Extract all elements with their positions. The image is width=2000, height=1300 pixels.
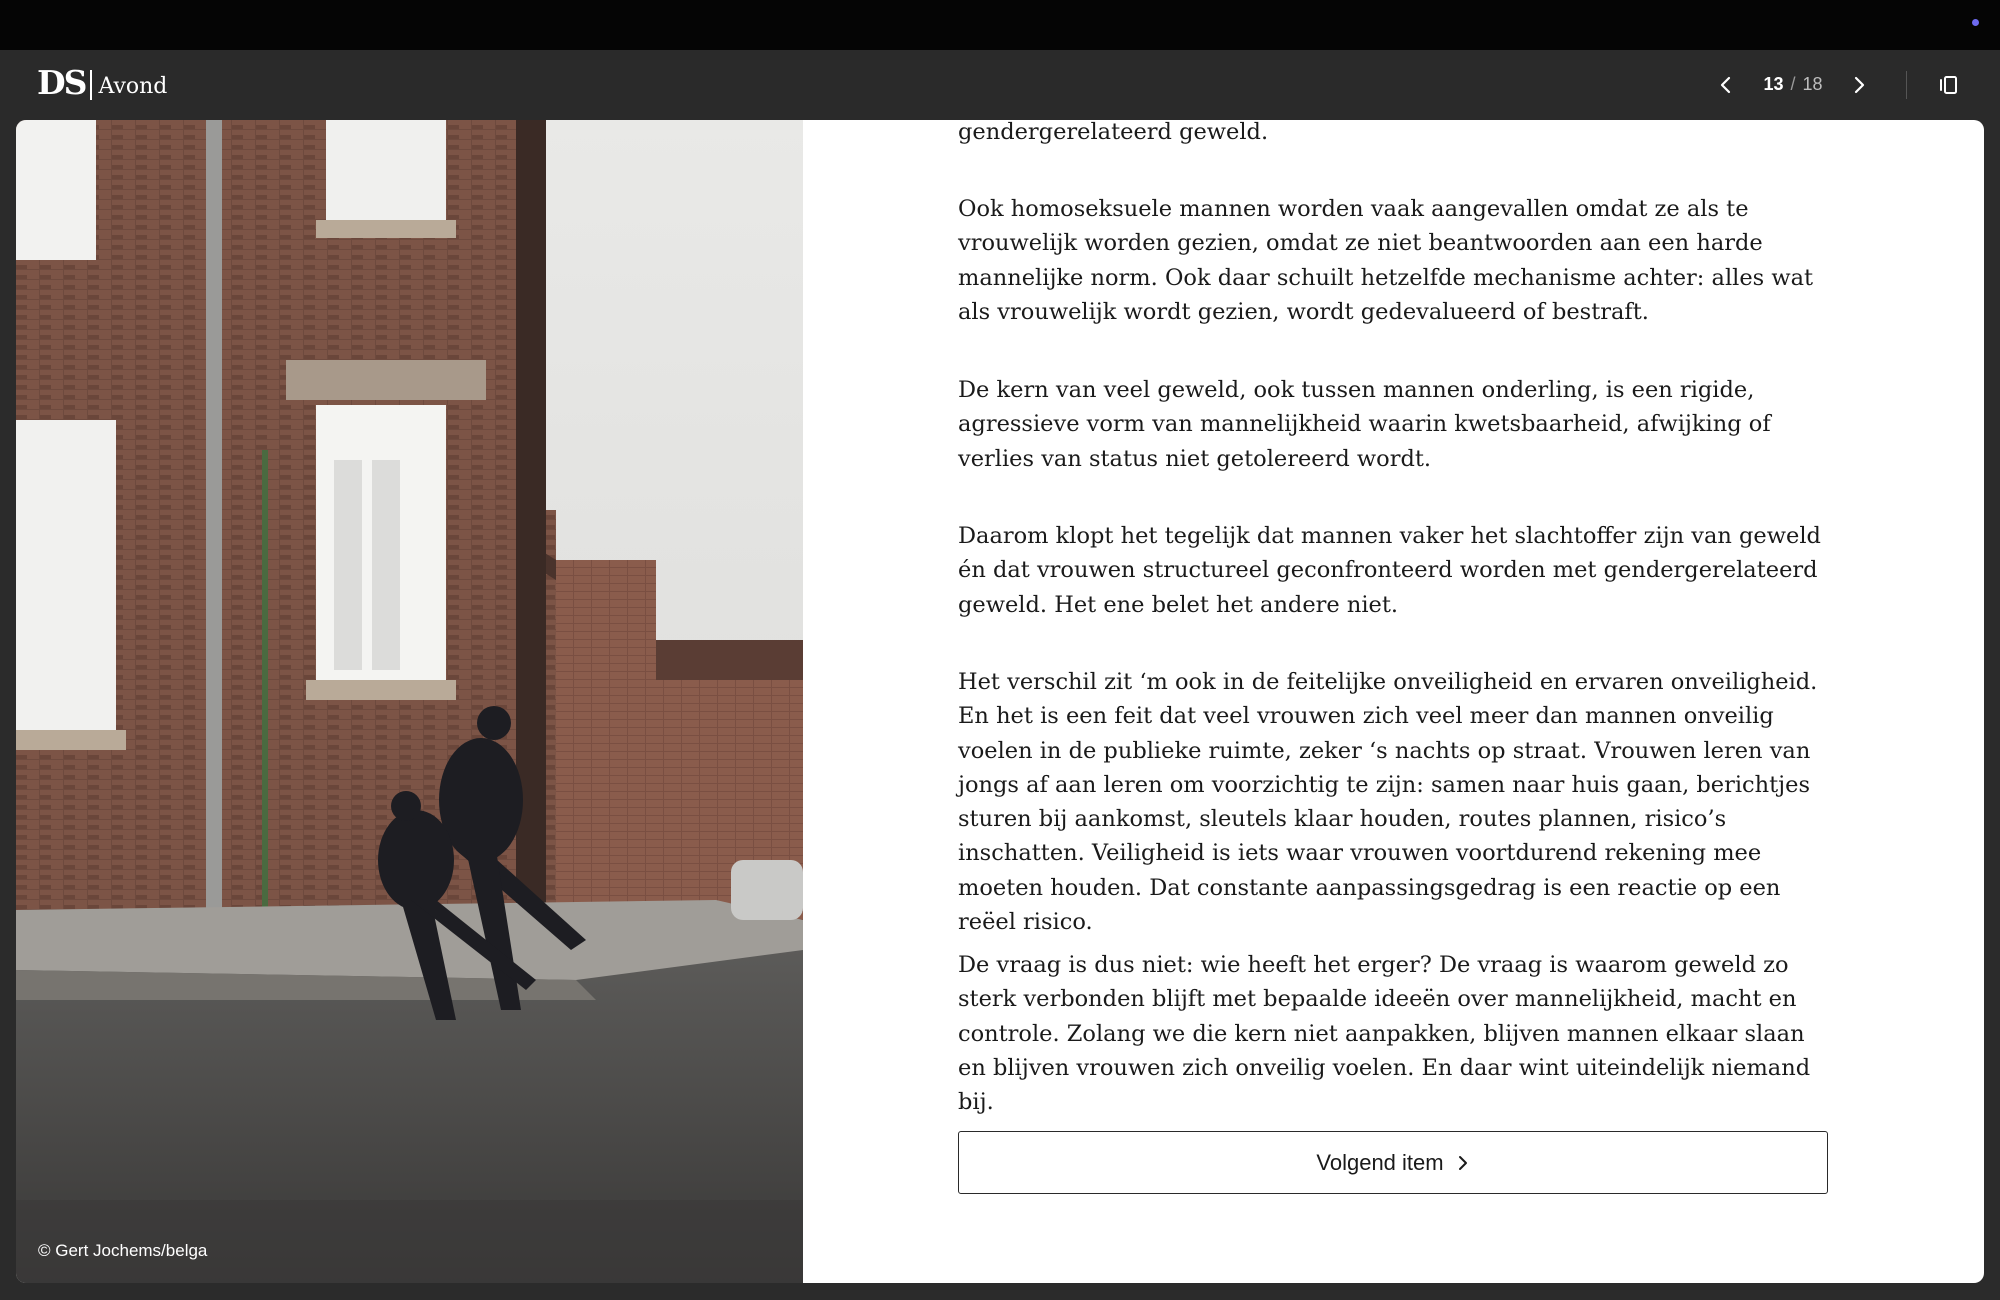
total-pages: 18 (1802, 74, 1823, 94)
next-item-button[interactable] (958, 1131, 1828, 1194)
street-scene-image (16, 120, 803, 1283)
previous-page-button[interactable] (1711, 70, 1741, 100)
logo-edition: Avond (98, 74, 168, 99)
pager (1640, 50, 2000, 120)
current-page: 13 (1763, 74, 1784, 94)
article-paragraph: De kern van veel geweld, ook tussen mannen onderling, is een rigide, agressieve vorm van mannelijkheid waarin kwetsbaarheid, afwijking of verlies van status niet getolereerd wordt. (958, 377, 1771, 472)
chevron-left-icon (1711, 70, 1741, 100)
article-paragraph: Het verschil zit ‘m ook in de feitelijke onveiligheid en ervaren onveiligheid. En het is een feit dat veel vrouwen zich veel meer dan mannen onveilig voelen in de publieke ruimte, zeker ‘s nachts op straat. Vrouwen leren van jongs af aan leren om voorzichtig te zijn: samen naar huis gaan, berichtjes sturen bij aankomst, sleutels klaar houden, routes plannen, risico’s inschatten. Veiligheid is iets waar vrouwen voortdurend rekening mee moeten houden. Dat constante aanpassingsgedrag is een reactie op een reëel risico. (958, 669, 1818, 936)
chevron-right-icon (1456, 1153, 1470, 1173)
reader-header (0, 50, 2000, 120)
top-bar (0, 0, 2000, 50)
header-divider (1906, 71, 1907, 99)
side-panel-icon (1934, 70, 1964, 100)
chevron-right-icon (1844, 70, 1874, 100)
page-separator: / (1790, 74, 1796, 94)
toggle-panel-button[interactable] (1934, 70, 1964, 100)
article-page (16, 120, 1984, 1283)
article-paragraph: gendergerelateerd geweld. (958, 120, 1269, 145)
logo-ds: DS (37, 63, 86, 102)
logo-separator (90, 70, 92, 100)
next-item-label: Volgend item (1316, 1149, 1444, 1175)
photo-credit: © Gert Jochems/belga (38, 1241, 208, 1260)
article-paragraph: Daarom klopt het tegelijk dat mannen vaker het slachtoffer zijn van geweld én dat vrouwen structureel geconfronteerd worden met gendergerelateerd geweld. Het ene belet het andere niet. (958, 523, 1821, 618)
status-dot (1972, 19, 1979, 26)
logo[interactable] (37, 63, 168, 102)
next-page-button[interactable] (1844, 70, 1874, 100)
article-photo (16, 120, 803, 1283)
article-paragraph: Ook homoseksuele mannen worden vaak aangevallen omdat ze als te vrouwelijk worden gezien, omdat ze niet beantwoorden aan een harde mannelijke norm. Ook daar schuilt hetzelfde mechanisme achter: alles wat als vrouwelijk wordt gezien, wordt gedevalueerd of bestraft. (958, 196, 1814, 325)
article-paragraph: De vraag is dus niet: wie heeft het erger? De vraag is waarom geweld zo sterk verbonden blijft met bepaalde ideeën over mannelijkheid, macht en controle. Zolang we die kern niet aanpakken, blijven mannen elkaar slaan en blijven vrouwen zich onveilig voelen. En daar wint uiteindelijk niemand bij. (958, 952, 1811, 1116)
page-counter (1740, 74, 1846, 95)
